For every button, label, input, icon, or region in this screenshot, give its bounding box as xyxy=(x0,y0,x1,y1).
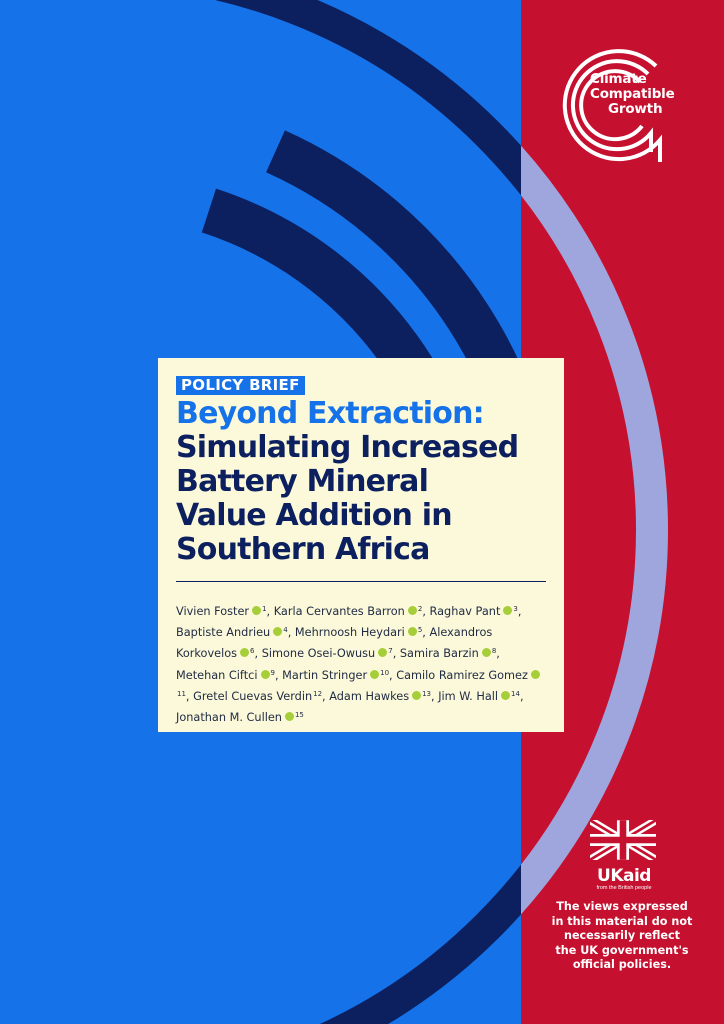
title-line-3: Battery Mineral xyxy=(176,464,429,499)
disclaimer-line-4: the UK government's xyxy=(555,943,689,957)
orcid-icon[interactable] xyxy=(252,606,261,615)
author-separator: , xyxy=(431,689,439,703)
author-entry xyxy=(193,690,329,703)
author-separator: , xyxy=(185,689,194,703)
author-separator: , xyxy=(389,668,397,682)
author-entry xyxy=(282,669,396,682)
disclaimer-line-3: necessarily reflect xyxy=(564,929,680,942)
author-name: Karla Cervantes Barron xyxy=(273,605,405,618)
union-jack-icon xyxy=(590,820,656,860)
author-name: Jim W. Hall xyxy=(438,689,499,703)
author-entry xyxy=(176,626,295,639)
orcid-icon[interactable] xyxy=(273,627,282,636)
author-name: Baptiste Andrieu xyxy=(176,626,271,640)
author-separator: , xyxy=(254,647,262,661)
author-entry xyxy=(262,647,400,660)
author-name: Vivien Foster xyxy=(176,605,250,618)
orcid-icon[interactable] xyxy=(482,648,491,657)
disclaimer-text xyxy=(540,900,704,973)
policy-brief-badge: POLICY BRIEF xyxy=(176,376,305,395)
author-separator: , xyxy=(274,668,283,682)
author-separator: , xyxy=(496,647,500,661)
author-entry xyxy=(438,690,523,703)
ukaid-tagline: from the British people xyxy=(596,885,652,891)
author-separator: , xyxy=(392,647,400,661)
author-name: Martin Stringer xyxy=(282,668,368,682)
author-entry xyxy=(176,711,304,724)
title-card xyxy=(158,358,564,732)
ukaid-logo xyxy=(590,820,658,892)
author-affiliation-number: 11 xyxy=(177,689,186,698)
author-affiliation-number: 7 xyxy=(388,647,393,656)
orcid-icon[interactable] xyxy=(503,606,512,615)
orcid-icon[interactable] xyxy=(261,670,270,679)
author-affiliation-number: 12 xyxy=(313,689,323,698)
title-divider xyxy=(176,581,546,582)
author-name: Metehan Ciftci xyxy=(176,668,258,682)
author-affiliation-number: 4 xyxy=(283,626,288,635)
author-affiliation-number: 5 xyxy=(417,626,423,635)
orcid-icon[interactable] xyxy=(531,670,540,679)
disclaimer-line-2: in this material do not xyxy=(551,914,693,928)
author-affiliation-number: 1 xyxy=(262,605,267,613)
author-affiliation-number: 14 xyxy=(511,689,520,698)
author-name: Adam Hawkes xyxy=(329,689,410,703)
title-highlight: Beyond Extraction: xyxy=(176,396,484,431)
author-affiliation-number: 10 xyxy=(380,668,390,677)
author-name: Jonathan M. Cullen xyxy=(176,711,282,725)
author-list xyxy=(176,600,546,727)
title-line-4: Value Addition in xyxy=(176,498,452,533)
author-separator: , xyxy=(287,626,295,640)
orcid-icon[interactable] xyxy=(501,691,510,700)
logo-line-3: Growth xyxy=(608,101,663,117)
author-name: Mehrnoosh Heydari xyxy=(294,626,405,640)
author-affiliation-number: 13 xyxy=(422,689,432,698)
title-line-5: Southern Africa xyxy=(176,532,430,567)
author-affiliation-number: 2 xyxy=(417,605,423,613)
disclaimer-line-1: The views expressed xyxy=(556,900,688,913)
author-entry xyxy=(176,605,274,618)
title-line-2: Simulating Increased xyxy=(176,430,519,465)
author-separator: , xyxy=(266,605,274,618)
author-entry xyxy=(176,669,282,682)
author-entry xyxy=(329,690,438,703)
author-affiliation-number: 9 xyxy=(270,668,275,677)
logo-line-2: Compatible xyxy=(590,86,675,102)
ukaid-wordmark: UKaid xyxy=(597,866,651,886)
author-affiliation-number: 6 xyxy=(250,647,255,656)
orcid-icon[interactable] xyxy=(370,670,379,679)
author-separator: , xyxy=(519,689,524,703)
orcid-icon[interactable] xyxy=(285,712,294,721)
author-name: Alexandros Korkovelos xyxy=(176,626,493,661)
author-separator: , xyxy=(322,689,330,703)
author-affiliation-number: 3 xyxy=(513,605,518,613)
author-entry xyxy=(274,605,430,618)
author-name: Gretel Cuevas Verdin xyxy=(193,689,313,703)
author-affiliation-number: 15 xyxy=(294,711,304,720)
disclaimer-line-5: official policies. xyxy=(572,958,672,971)
orcid-icon[interactable] xyxy=(378,648,387,657)
author-entry xyxy=(430,605,522,618)
author-name: Camilo Ramirez Gomez xyxy=(396,668,528,682)
author-name: Samira Barzin xyxy=(399,647,479,661)
logo-line-1: Climate xyxy=(590,71,647,87)
author-separator: , xyxy=(422,605,430,618)
author-entry xyxy=(295,626,430,639)
logo-wordmark xyxy=(590,72,700,117)
author-entry xyxy=(400,647,500,660)
title-main xyxy=(176,431,546,567)
orcid-icon[interactable] xyxy=(408,606,417,615)
orcid-icon[interactable] xyxy=(412,691,421,700)
author-name: Raghav Pant xyxy=(429,605,501,618)
author-separator: , xyxy=(517,605,522,618)
author-affiliation-number: 8 xyxy=(491,647,497,656)
orcid-icon[interactable] xyxy=(240,648,249,657)
author-separator: , xyxy=(422,626,430,640)
author-name: Simone Osei-Owusu xyxy=(261,647,376,661)
orcid-icon[interactable] xyxy=(408,627,417,636)
